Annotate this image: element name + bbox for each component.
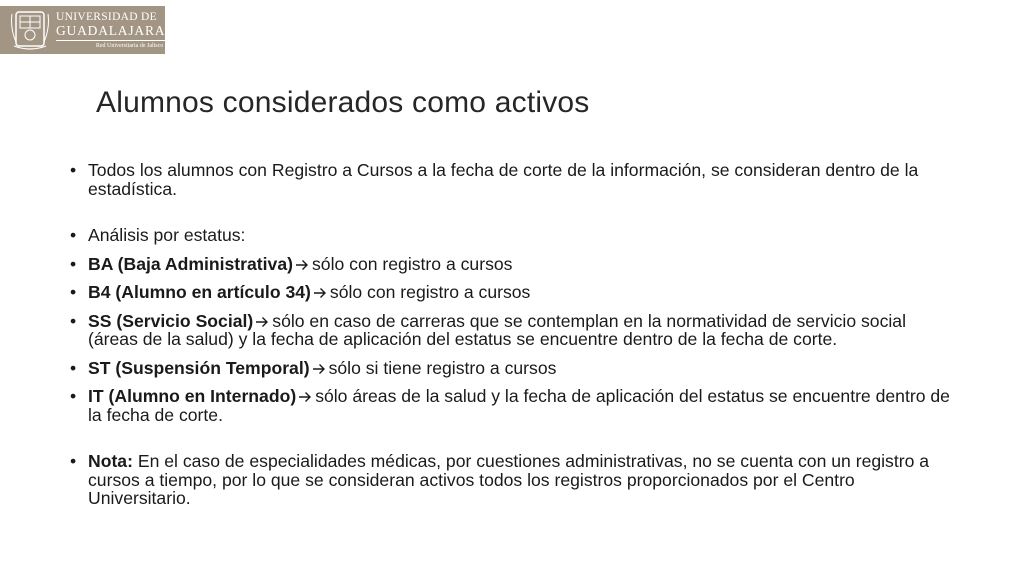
bullet-dot: • <box>70 225 77 245</box>
bullet-item <box>70 359 960 378</box>
bullet-item <box>70 312 960 349</box>
bullet-text: sólo en caso de carreras que se contemplan en la normatividad de servicio social (áreas de la salud) y la fecha de aplicación del estatus se encuentre dentro de la fecha de corte. <box>88 310 906 349</box>
bullet-dot: • <box>70 451 77 471</box>
bullet-item <box>70 255 960 274</box>
right-arrow-icon <box>255 316 269 328</box>
bullet-term: BA (Baja Administrativa) <box>88 253 293 274</box>
bullet-text: sólo si tiene registro a cursos <box>328 357 557 378</box>
bullet-dot: • <box>70 310 77 331</box>
bullet-item <box>70 387 960 424</box>
logo-wordmark <box>56 12 165 49</box>
bullet-text: sólo con registro a cursos <box>311 253 513 274</box>
bullet-text: Análisis por estatus: <box>88 225 246 245</box>
bullet-dot: • <box>70 386 77 406</box>
bullet-text: En el caso de especialidades médicas, por cuestiones administrativas, no se cuenta con un registro a cursos a tiempo, por lo que se consideran activos todos los registros proporcionados por el Centro Universitario. <box>88 451 930 508</box>
bullet-term: SS (Servicio Social) <box>88 310 254 331</box>
bullet-term: IT (Alumno en Internado) <box>88 386 297 406</box>
bullet-text: Todos los alumnos con Registro a Cursos a la fecha de corte de la información, se consideran dentro de la estadística. <box>88 160 919 199</box>
bullet-dot: • <box>70 282 77 302</box>
bullet-list <box>70 161 960 518</box>
bullet-item <box>70 161 960 198</box>
bullet-term: Nota: <box>88 451 133 471</box>
logo-line-1: UNIVERSIDAD DE <box>56 10 157 23</box>
right-arrow-icon <box>298 391 312 403</box>
bullet-dot: • <box>70 160 77 180</box>
right-arrow-icon <box>295 259 309 271</box>
bullet-item <box>70 226 960 245</box>
bullet-term: B4 (Alumno en artículo 34) <box>88 282 311 302</box>
logo-line-2: GUADALAJARA <box>56 24 165 41</box>
bullet-text: sólo áreas de la salud y la fecha de aplicación del estatus se encuentre dentro de la fecha de corte. <box>88 386 950 425</box>
bullet-term: ST (Suspensión Temporal) <box>88 357 310 378</box>
university-logo <box>0 6 165 54</box>
logo-line-3: Red Universitaria de Jalisco <box>95 42 164 49</box>
bullet-dot: • <box>70 357 77 378</box>
bullet-dot: • <box>70 253 77 274</box>
right-arrow-icon <box>312 363 326 375</box>
university-seal-icon <box>10 8 50 52</box>
slide-title: Alumnos considerados como activos <box>96 86 590 119</box>
bullet-item <box>70 283 960 302</box>
right-arrow-icon <box>313 287 327 299</box>
bullet-item <box>70 452 960 508</box>
bullet-text: sólo con registro a cursos <box>329 282 531 302</box>
